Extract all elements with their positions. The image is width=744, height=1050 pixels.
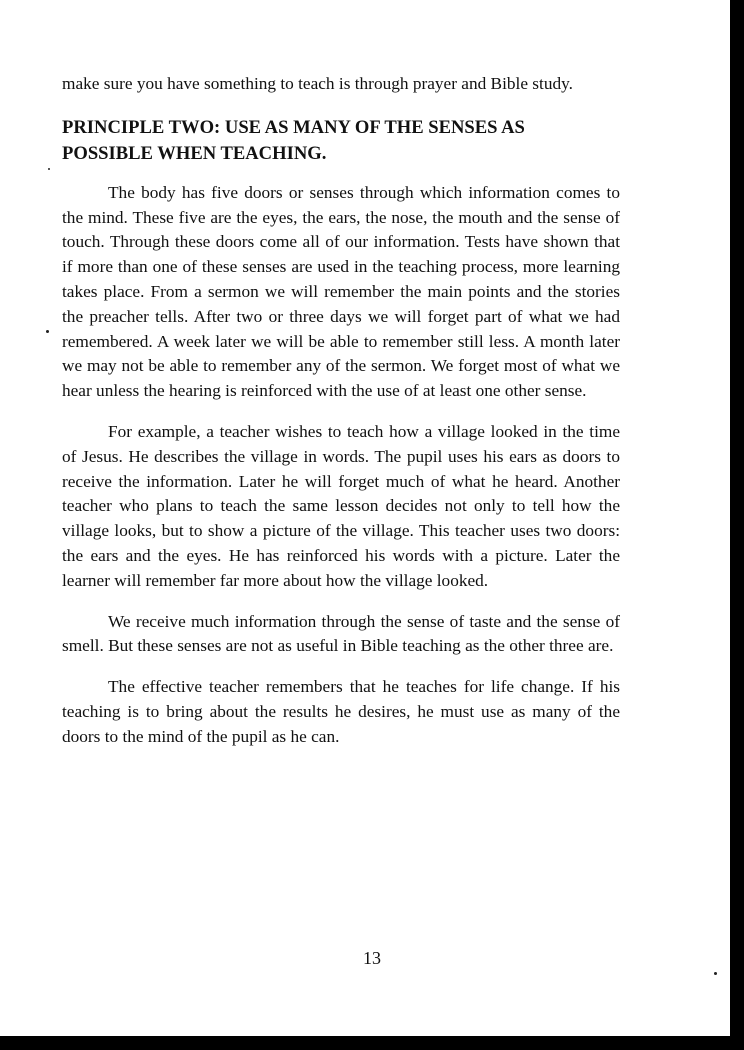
paragraph-senses: The body has five doors or senses through which information comes to the mind. These five are the eyes, the ears, the nose, the mouth and the sense of touch. Through these doors come all of our information. Tests have shown that if more than one of these senses are used in the teaching process, more learning takes place. From a sermon we will remember the main points and the stories the preacher tells. After two or three days we will forget part of what we had remembered. A week later we will be able to remember still less. A month later we may not be able to remember any of the sermon. We forget most of what we hear unless the hearing is reinforced with the use of at least one other sense.	[62, 182, 620, 401]
paragraph-example: For example, a teacher wishes to teach how a village looked in the time of Jesus. He describes the village in words. The pupil uses his ears as doors to receive the information. Later he will forget much of what he heard. Another teacher who plans to teach the same lesson decides not only to tell how the village looks, but to show a picture of the village. This teacher uses two doors: the ears and the eyes. He has reinforced his words with a picture. Later the learner will remember far more about how the village looked.	[62, 421, 620, 590]
scan-speck	[714, 972, 717, 975]
scan-edge-bottom	[0, 1036, 744, 1050]
scan-speck	[46, 330, 49, 333]
page-content	[62, 72, 620, 750]
paragraph-life-change: The effective teacher remembers that he teaches for life change. If his teaching is to bring about the results he desires, he must use as many of the doors to the mind of the pupil as he can.	[62, 677, 620, 746]
paragraph-taste-smell: We receive much information through the sense of taste and the sense of smell. But these senses are not as useful in Bible teaching as the other three are.	[62, 611, 620, 656]
page-number: 13	[363, 948, 381, 968]
continuation-paragraph: make sure you have something to teach is through prayer and Bible study.	[62, 74, 573, 93]
section-heading: PRINCIPLE TWO: USE AS MANY OF THE SENSES AS POSSIBLE WHEN TEACHING.	[62, 116, 525, 164]
scan-speck	[48, 168, 50, 170]
scan-edge-right	[730, 0, 744, 1050]
